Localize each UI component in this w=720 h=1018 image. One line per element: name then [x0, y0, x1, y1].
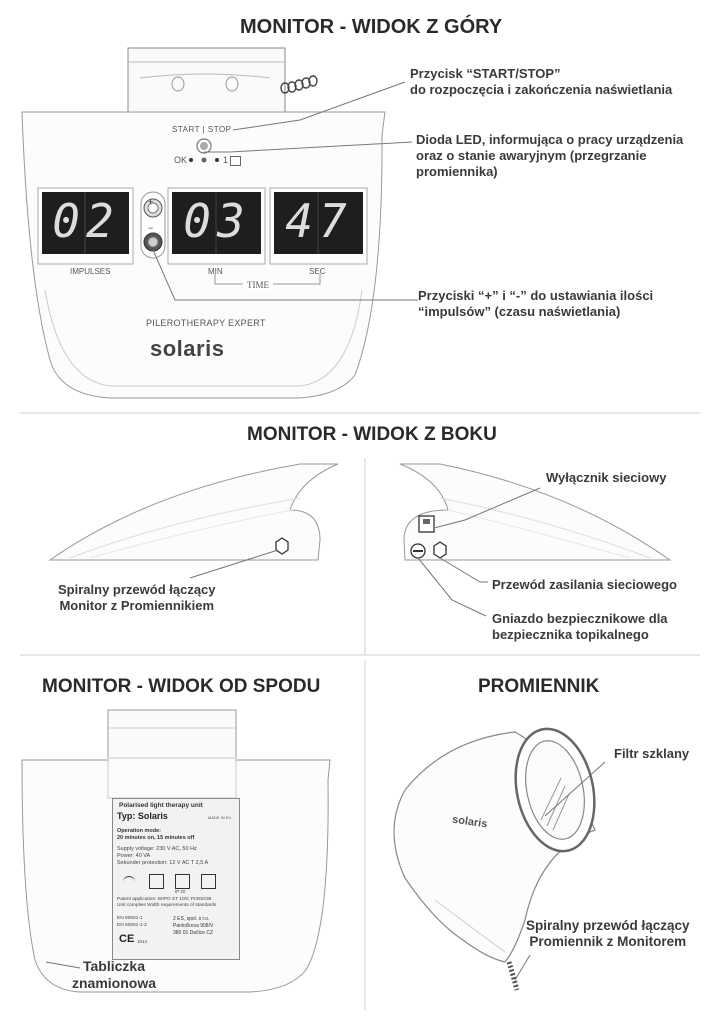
- callout-start-stop-line1: Przycisk “START/STOP”: [410, 66, 561, 81]
- plate-power: Power: 40 VA: [117, 853, 151, 859]
- brand-logo: solaris: [150, 336, 225, 361]
- callout-fuse-line2: bezpiecznika topikalnego: [492, 627, 649, 642]
- callout-fuse: [492, 611, 668, 643]
- sec-display: [278, 193, 360, 249]
- class-ii-icon: [175, 874, 190, 889]
- patient-type-icon: [149, 874, 164, 889]
- lamp-brand-logo: solaris: [451, 813, 489, 831]
- min-label: MIN: [208, 267, 223, 276]
- callout-led: [416, 132, 683, 180]
- callout-lamp-cable-line1: Spiralny przewód łączący: [526, 918, 690, 933]
- callout-side-cable: [58, 582, 216, 614]
- plate-protection: Sekunder protection: 12 V AC T 2,5 A: [117, 860, 209, 866]
- callout-led-line2: oraz o stanie awaryjnym (przegrzanie: [416, 148, 647, 163]
- callout-side-cable-line1: Spiralny przewód łączący: [58, 582, 216, 597]
- section-title-top-view: MONITOR - WIDOK Z GÓRY: [240, 16, 503, 38]
- sec-label: SEC: [309, 267, 326, 276]
- callout-led-line3: promiennika): [416, 164, 498, 179]
- plate-patent: Patent application: WIPO ST 10/C PI381036: [117, 897, 212, 902]
- start-stop-button[interactable]: [196, 139, 212, 155]
- led-warning-label: 1: [223, 155, 229, 165]
- book-icon: [230, 156, 241, 166]
- section-title-side-view: MONITOR - WIDOK Z BOKU: [247, 424, 497, 445]
- min-value: 03: [183, 194, 251, 248]
- section-title-bottom-view: MONITOR - WIDOK OD SPODU: [42, 676, 321, 697]
- plus-button[interactable]: [144, 199, 162, 217]
- ce-mark: CE: [119, 933, 135, 945]
- plate-complies: Unit complies Width requirements of standards: [117, 903, 217, 908]
- plate-made-in: MADE IN EU: [208, 815, 232, 820]
- callout-start-stop: [410, 66, 672, 98]
- umbrella-icon: [123, 876, 135, 887]
- callout-glass-filter: Filtr szklany: [614, 746, 690, 761]
- power-switch[interactable]: [419, 516, 434, 532]
- start-stop-label: START | STOP: [172, 125, 232, 134]
- time-label: TIME: [243, 280, 273, 290]
- callout-power-switch: Wyłącznik sieciowy: [546, 470, 667, 485]
- coil-cable-icon: [281, 76, 317, 93]
- plate-std-1: EN 60601-1: [117, 916, 143, 921]
- minus-label: −: [148, 223, 154, 233]
- minus-button[interactable]: [144, 223, 162, 251]
- callout-led-line1: Dioda LED, informująca o pracy urządzenia: [416, 132, 684, 147]
- callout-nameplate: [72, 958, 156, 992]
- callout-plus-minus: [418, 288, 653, 320]
- plate-address-3: 380 01 Dačice CZ: [173, 930, 214, 936]
- plate-type: Typ: Solaris: [117, 811, 168, 821]
- callout-lamp-cable: [526, 918, 690, 950]
- ok-label: OK: [174, 155, 188, 165]
- callout-nameplate-line2: znamionowa: [72, 975, 157, 991]
- plate-std-2: EN 60601-1-2: [117, 923, 147, 928]
- callout-plus-minus-line2: “impulsów” (czasu naświetlania): [418, 304, 621, 319]
- impulses-display: [46, 193, 126, 249]
- impulses-value: 02: [52, 194, 120, 248]
- model-label: PILEROTHERAPY EXPERT: [146, 318, 266, 328]
- impulses-label: IMPULSES: [70, 267, 111, 276]
- callout-fuse-line1: Gniazdo bezpiecznikowe dla: [492, 611, 668, 626]
- manual-icon: [201, 874, 216, 889]
- nameplate: [112, 798, 240, 960]
- plate-address-2: Panločkova 908/V: [173, 923, 214, 929]
- callout-nameplate-line1: Tabliczka: [83, 958, 145, 974]
- plate-address-1: 2 ES, spol. s r.o.: [173, 916, 210, 922]
- plate-ce-number: 1014: [137, 939, 148, 944]
- plate-ip: IP 20: [175, 889, 186, 894]
- plate-op-value: 20 minutes on, 15 minutes off: [117, 835, 195, 841]
- callout-side-cable-line2: Monitor z Promiennikiem: [59, 598, 215, 613]
- sec-value: 47: [285, 194, 353, 248]
- plate-op-mode: Operation mode:: [117, 828, 162, 834]
- callout-start-stop-line2: do rozpoczęcia i zakończenia naświetlania: [410, 82, 673, 97]
- callout-lamp-cable-line2: Promiennik z Monitorem: [529, 934, 687, 949]
- section-title-lamp: PROMIENNIK: [478, 676, 600, 697]
- plus-label: +: [148, 197, 154, 207]
- callout-plus-minus-line1: Przyciski “+” i “-” do ustawiania ilości: [418, 288, 654, 303]
- callout-power-cable: Przewód zasilania sieciowego: [492, 577, 677, 592]
- plate-header: Polarised light therapy unit: [119, 802, 203, 809]
- fuse-socket: [411, 544, 425, 558]
- min-display: [176, 193, 258, 249]
- plate-supply: Supply voltage: 230 V AC, 50 Hz: [117, 846, 197, 852]
